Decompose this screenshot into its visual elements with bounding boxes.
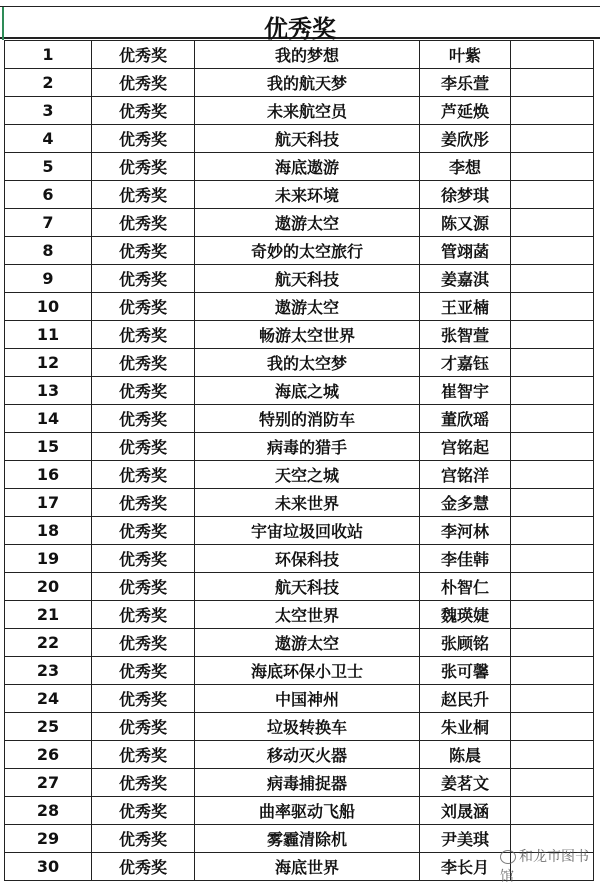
row-number-cell[interactable]: 4 [5, 125, 92, 153]
work-title-cell[interactable]: 遨游太空 [195, 209, 420, 237]
award-cell[interactable]: 优秀奖 [92, 321, 195, 349]
work-title-cell[interactable]: 航天科技 [195, 265, 420, 293]
award-cell[interactable]: 优秀奖 [92, 517, 195, 545]
work-title-cell[interactable]: 病毒的猎手 [195, 433, 420, 461]
award-cell[interactable]: 优秀奖 [92, 181, 195, 209]
table-row [5, 629, 594, 657]
row-number-cell[interactable]: 19 [5, 545, 92, 573]
table-row [5, 377, 594, 405]
work-title-cell[interactable]: 海底世界 [195, 853, 420, 881]
work-title-cell[interactable]: 未来航空员 [195, 97, 420, 125]
student-name-cell[interactable]: 朴智仁 [420, 573, 511, 601]
student-name-cell[interactable]: 张智萱 [420, 321, 511, 349]
table-row [5, 489, 594, 517]
table-row [5, 153, 594, 181]
student-name-cell[interactable]: 姜欣彤 [420, 125, 511, 153]
row-number-cell[interactable]: 9 [5, 265, 92, 293]
table-row [5, 573, 594, 601]
row-number-cell[interactable]: 6 [5, 181, 92, 209]
empty-cell[interactable] [511, 657, 594, 685]
row-number-cell[interactable]: 24 [5, 685, 92, 713]
student-name-cell[interactable]: 陈又源 [420, 209, 511, 237]
table-row [5, 69, 594, 97]
row-number-cell[interactable]: 20 [5, 573, 92, 601]
empty-cell[interactable] [511, 545, 594, 573]
award-cell[interactable]: 优秀奖 [92, 237, 195, 265]
row-number-cell[interactable]: 14 [5, 405, 92, 433]
award-cell[interactable]: 优秀奖 [92, 797, 195, 825]
empty-cell[interactable] [511, 461, 594, 489]
student-name-cell[interactable]: 姜茗文 [420, 769, 511, 797]
row-number-cell[interactable]: 27 [5, 769, 92, 797]
student-name-cell[interactable]: 李乐萱 [420, 69, 511, 97]
award-cell[interactable]: 优秀奖 [92, 405, 195, 433]
student-name-cell[interactable]: 管翊菡 [420, 237, 511, 265]
student-name-cell[interactable]: 徐梦琪 [420, 181, 511, 209]
work-title-cell[interactable]: 未来世界 [195, 489, 420, 517]
work-title-cell[interactable]: 海底之城 [195, 377, 420, 405]
award-cell[interactable]: 优秀奖 [92, 545, 195, 573]
row-number-cell[interactable]: 2 [5, 69, 92, 97]
row-number-cell[interactable]: 7 [5, 209, 92, 237]
student-name-cell[interactable]: 刘晟涵 [420, 797, 511, 825]
award-cell[interactable]: 优秀奖 [92, 41, 195, 69]
work-title-cell[interactable]: 畅游太空世界 [195, 321, 420, 349]
empty-cell[interactable] [511, 153, 594, 181]
title-row [0, 6, 600, 43]
work-title-cell[interactable]: 移动灭火器 [195, 741, 420, 769]
table-row [5, 321, 594, 349]
student-name-cell[interactable]: 尹美琪 [420, 825, 511, 853]
row-number-cell[interactable]: 26 [5, 741, 92, 769]
table-row [5, 769, 594, 797]
empty-cell[interactable] [511, 797, 594, 825]
student-name-cell[interactable]: 李河林 [420, 517, 511, 545]
work-title-cell[interactable]: 遨游太空 [195, 629, 420, 657]
empty-cell[interactable] [511, 769, 594, 797]
row-number-cell[interactable]: 17 [5, 489, 92, 517]
empty-cell[interactable] [511, 41, 594, 69]
work-title-cell[interactable]: 海底环保小卫士 [195, 657, 420, 685]
work-title-cell[interactable]: 中国神州 [195, 685, 420, 713]
work-title-cell[interactable]: 航天科技 [195, 573, 420, 601]
empty-cell[interactable] [511, 349, 594, 377]
award-cell[interactable]: 优秀奖 [92, 349, 195, 377]
award-cell[interactable]: 优秀奖 [92, 293, 195, 321]
row-number-cell[interactable]: 1 [5, 41, 92, 69]
table-row [5, 545, 594, 573]
empty-cell[interactable] [511, 125, 594, 153]
table-row [5, 265, 594, 293]
table-row [5, 209, 594, 237]
row-number-cell[interactable]: 10 [5, 293, 92, 321]
work-title-cell[interactable]: 海底遨游 [195, 153, 420, 181]
award-cell[interactable]: 优秀奖 [92, 853, 195, 881]
award-cell[interactable]: 优秀奖 [92, 125, 195, 153]
student-name-cell[interactable]: 陈晨 [420, 741, 511, 769]
student-name-cell[interactable]: 李长月 [420, 853, 511, 881]
student-name-cell[interactable]: 魏瑛婕 [420, 601, 511, 629]
table-row [5, 293, 594, 321]
empty-cell[interactable] [511, 209, 594, 237]
table-row [5, 517, 594, 545]
empty-cell[interactable] [511, 237, 594, 265]
work-title-cell[interactable]: 未来环境 [195, 181, 420, 209]
award-cell[interactable]: 优秀奖 [92, 153, 195, 181]
empty-cell[interactable] [511, 601, 594, 629]
work-title-cell[interactable]: 雾霾清除机 [195, 825, 420, 853]
award-cell[interactable]: 优秀奖 [92, 433, 195, 461]
empty-cell[interactable] [511, 713, 594, 741]
student-name-cell[interactable]: 才嘉钰 [420, 349, 511, 377]
table-row [5, 181, 594, 209]
table-row [5, 433, 594, 461]
award-table [4, 40, 594, 881]
table-row [5, 125, 594, 153]
watermark [500, 846, 600, 886]
work-title-cell[interactable]: 天空之城 [195, 461, 420, 489]
student-name-cell[interactable]: 宫铭洋 [420, 461, 511, 489]
work-title-cell[interactable]: 垃圾转换车 [195, 713, 420, 741]
empty-cell[interactable] [511, 377, 594, 405]
student-name-cell[interactable]: 崔智宇 [420, 377, 511, 405]
award-cell[interactable]: 优秀奖 [92, 209, 195, 237]
work-title-cell[interactable]: 航天科技 [195, 125, 420, 153]
award-cell[interactable]: 优秀奖 [92, 461, 195, 489]
row-number-cell[interactable]: 8 [5, 237, 92, 265]
award-cell[interactable]: 优秀奖 [92, 825, 195, 853]
work-title-cell[interactable]: 宇宙垃圾回收站 [195, 517, 420, 545]
row-number-cell[interactable]: 21 [5, 601, 92, 629]
empty-cell[interactable] [511, 181, 594, 209]
row-number-cell[interactable]: 23 [5, 657, 92, 685]
student-name-cell[interactable]: 张顾铭 [420, 629, 511, 657]
award-cell[interactable]: 优秀奖 [92, 489, 195, 517]
table-row [5, 237, 594, 265]
empty-cell[interactable] [511, 405, 594, 433]
student-name-cell[interactable]: 叶紫 [420, 41, 511, 69]
table-row [5, 601, 594, 629]
work-title-cell[interactable]: 我的梦想 [195, 41, 420, 69]
row-number-cell[interactable]: 13 [5, 377, 92, 405]
row-number-cell[interactable]: 28 [5, 797, 92, 825]
student-name-cell[interactable]: 董欣瑶 [420, 405, 511, 433]
award-cell[interactable]: 优秀奖 [92, 97, 195, 125]
sheet-title: 优秀奖 [264, 15, 336, 43]
table-row [5, 657, 594, 685]
student-name-cell[interactable]: 王亚楠 [420, 293, 511, 321]
award-cell[interactable]: 优秀奖 [92, 573, 195, 601]
award-cell[interactable]: 优秀奖 [92, 601, 195, 629]
work-title-cell[interactable]: 奇妙的太空旅行 [195, 237, 420, 265]
work-title-cell[interactable]: 曲率驱动飞船 [195, 797, 420, 825]
work-title-cell[interactable]: 太空世界 [195, 601, 420, 629]
student-name-cell[interactable]: 姜嘉淇 [420, 265, 511, 293]
student-name-cell[interactable]: 金多慧 [420, 489, 511, 517]
row-number-cell[interactable]: 22 [5, 629, 92, 657]
row-number-cell[interactable]: 29 [5, 825, 92, 853]
award-cell[interactable]: 优秀奖 [92, 685, 195, 713]
student-name-cell[interactable]: 张可馨 [420, 657, 511, 685]
table-row [5, 405, 594, 433]
row-number-cell[interactable]: 3 [5, 97, 92, 125]
award-cell[interactable]: 优秀奖 [92, 69, 195, 97]
empty-cell[interactable] [511, 573, 594, 601]
work-title-cell[interactable]: 我的太空梦 [195, 349, 420, 377]
empty-cell[interactable] [511, 69, 594, 97]
empty-cell[interactable] [511, 321, 594, 349]
award-cell[interactable]: 优秀奖 [92, 741, 195, 769]
empty-cell[interactable] [511, 97, 594, 125]
empty-cell[interactable] [511, 517, 594, 545]
empty-cell[interactable] [511, 265, 594, 293]
award-cell[interactable]: 优秀奖 [92, 377, 195, 405]
table-row [5, 713, 594, 741]
award-cell[interactable]: 优秀奖 [92, 769, 195, 797]
student-name-cell[interactable]: 赵民升 [420, 685, 511, 713]
row-number-cell[interactable]: 15 [5, 433, 92, 461]
table-row [5, 797, 594, 825]
watermark-text: 和龙市图书馆 [500, 849, 589, 885]
wechat-icon [500, 850, 516, 864]
student-name-cell[interactable]: 朱业桐 [420, 713, 511, 741]
award-cell[interactable]: 优秀奖 [92, 265, 195, 293]
award-cell[interactable]: 优秀奖 [92, 657, 195, 685]
table-row [5, 685, 594, 713]
row-number-cell[interactable]: 18 [5, 517, 92, 545]
empty-cell[interactable] [511, 629, 594, 657]
empty-cell[interactable] [511, 685, 594, 713]
table-row [5, 41, 594, 69]
work-title-cell[interactable]: 环保科技 [195, 545, 420, 573]
table-row [5, 741, 594, 769]
table-row [5, 97, 594, 125]
work-title-cell[interactable]: 我的航天梦 [195, 69, 420, 97]
table-row [5, 461, 594, 489]
row-number-cell[interactable]: 12 [5, 349, 92, 377]
work-title-cell[interactable]: 特别的消防车 [195, 405, 420, 433]
student-name-cell[interactable]: 李想 [420, 153, 511, 181]
work-title-cell[interactable]: 病毒捕捉器 [195, 769, 420, 797]
row-number-cell[interactable]: 5 [5, 153, 92, 181]
table-row [5, 349, 594, 377]
empty-cell[interactable] [511, 489, 594, 517]
row-number-cell[interactable]: 30 [5, 853, 92, 881]
award-cell[interactable]: 优秀奖 [92, 629, 195, 657]
row-number-cell[interactable]: 25 [5, 713, 92, 741]
work-title-cell[interactable]: 遨游太空 [195, 293, 420, 321]
student-name-cell[interactable]: 宫铭起 [420, 433, 511, 461]
empty-cell[interactable] [511, 741, 594, 769]
empty-cell[interactable] [511, 433, 594, 461]
student-name-cell[interactable]: 李佳韩 [420, 545, 511, 573]
row-number-cell[interactable]: 16 [5, 461, 92, 489]
row-number-cell[interactable]: 11 [5, 321, 92, 349]
empty-cell[interactable] [511, 293, 594, 321]
student-name-cell[interactable]: 芦延焕 [420, 97, 511, 125]
award-cell[interactable]: 优秀奖 [92, 713, 195, 741]
